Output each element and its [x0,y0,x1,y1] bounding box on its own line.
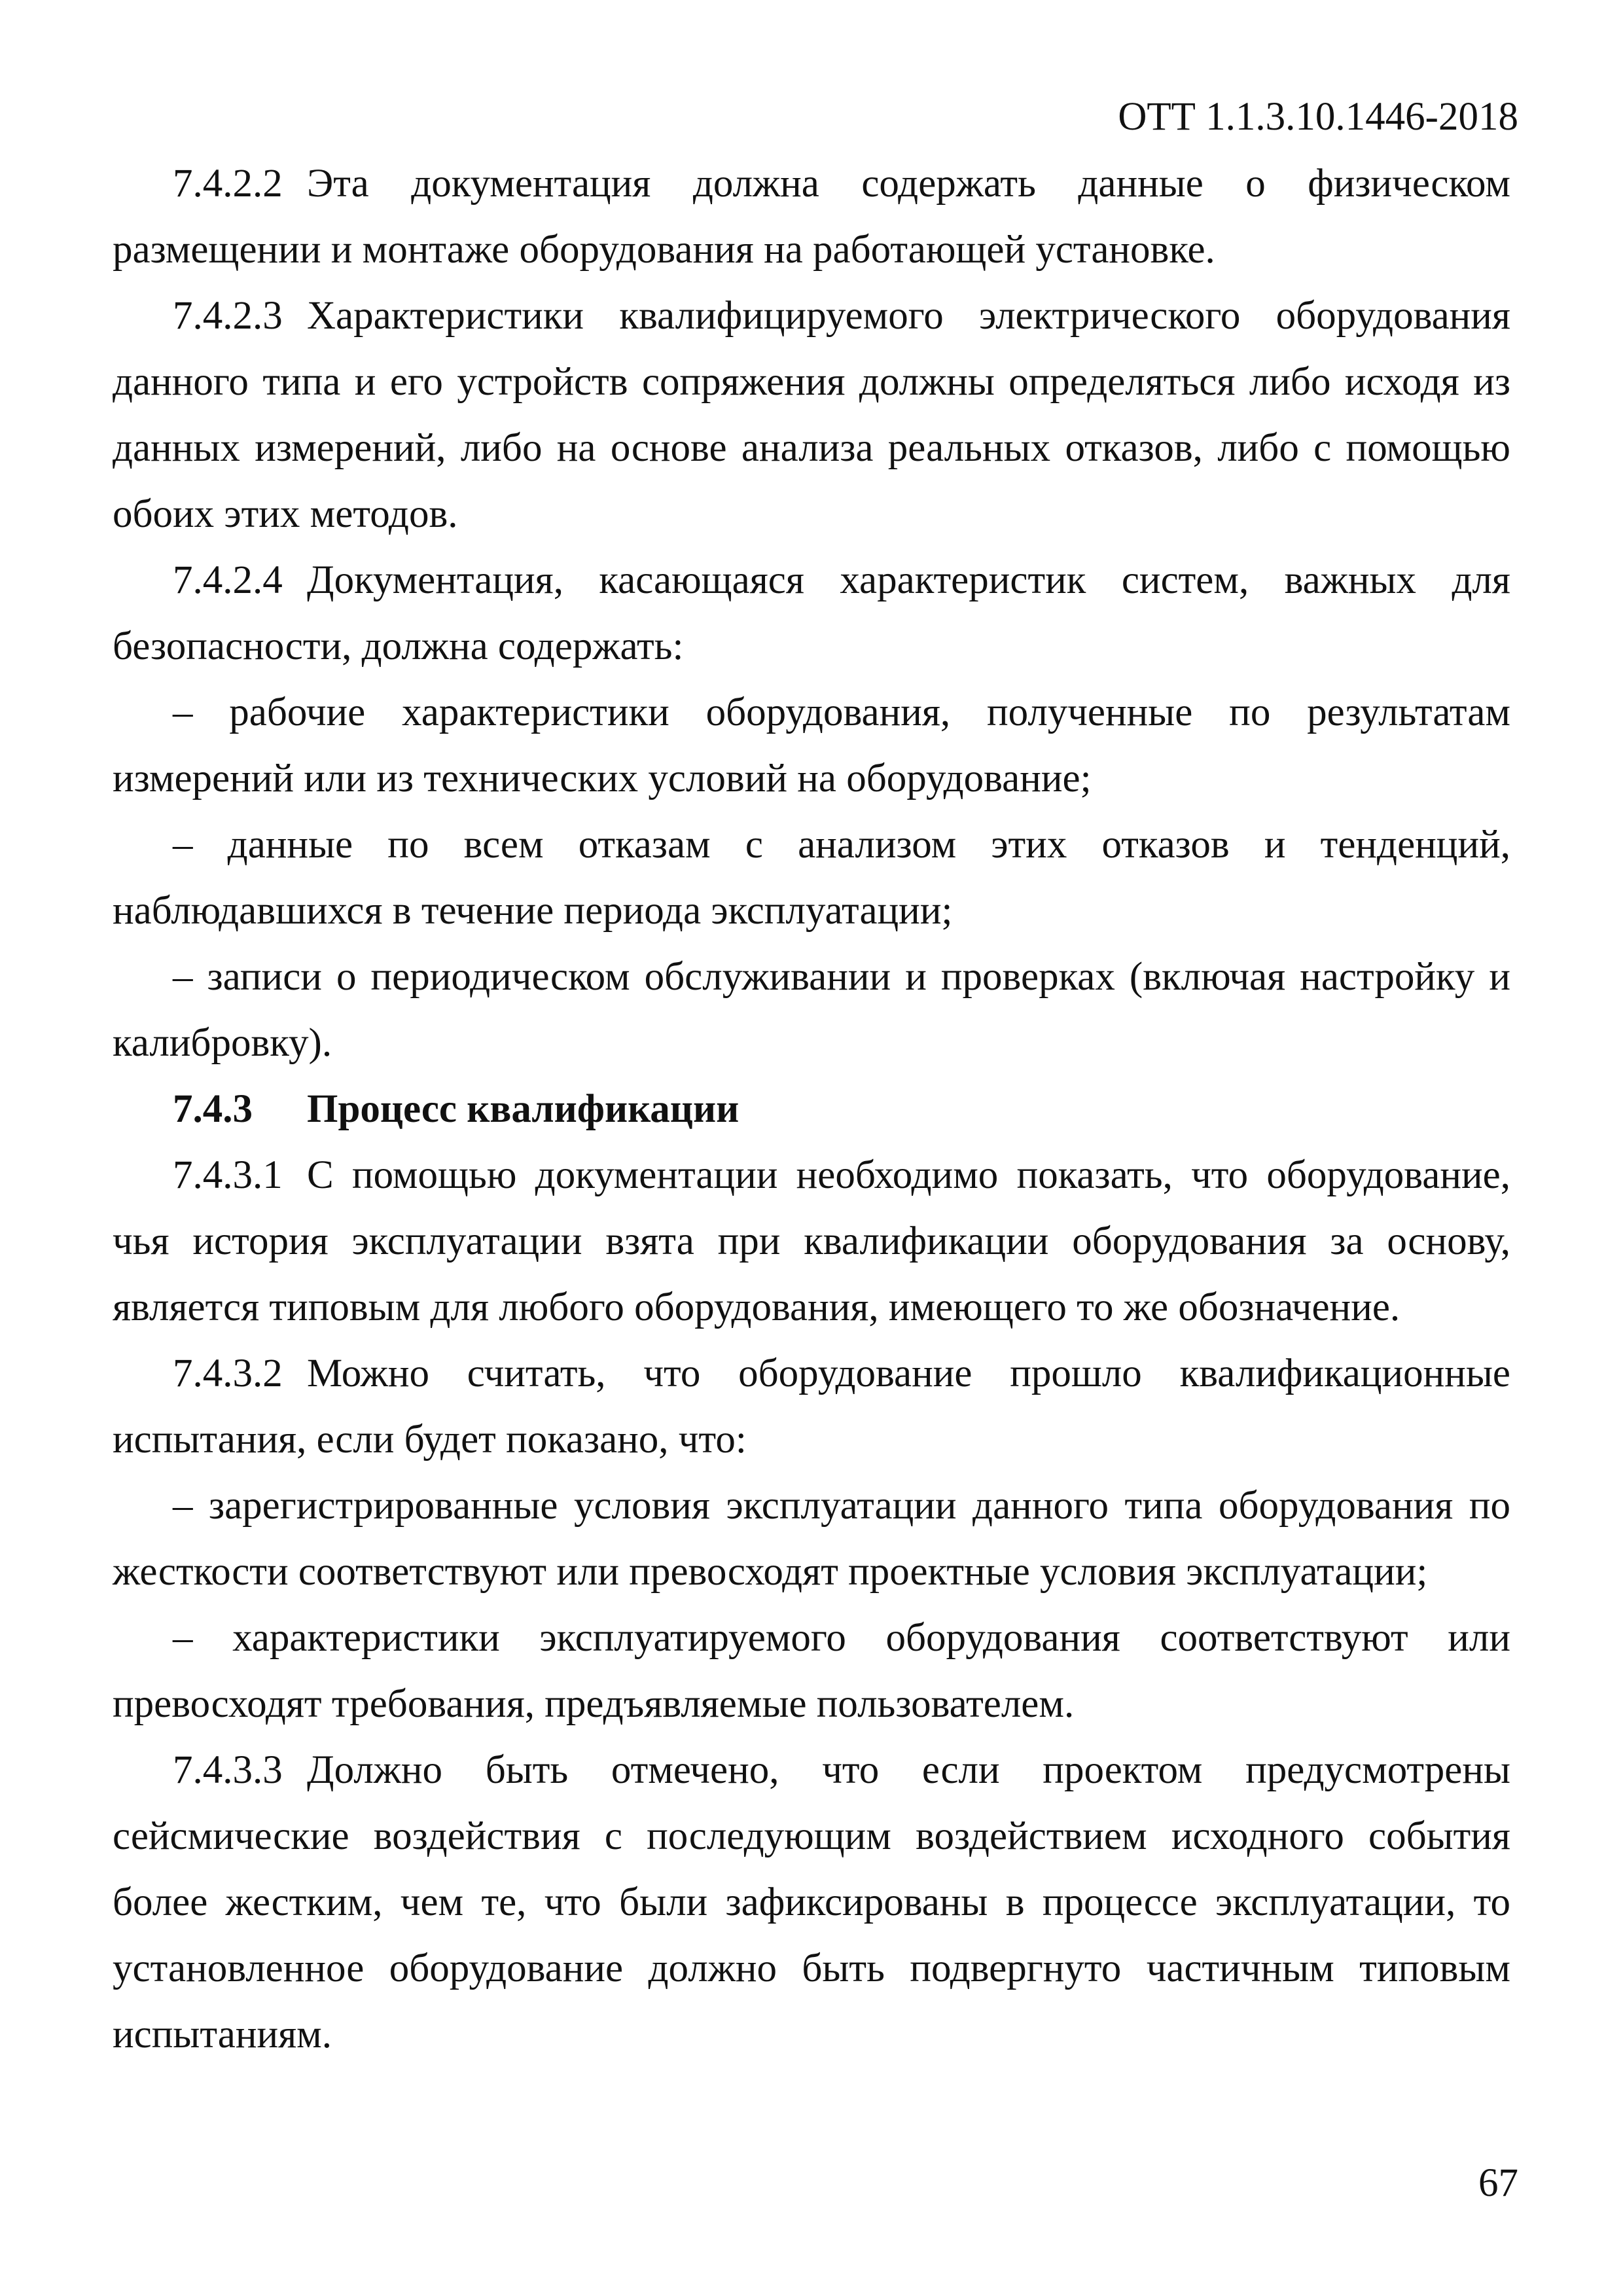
paragraph-7-4-2-2 [113,151,1510,283]
document-code-header: ОТТ 1.1.3.10.1446-2018 [1118,95,1518,139]
paragraph-text: Характеристики квалифицируемого электрического оборудования данного типа и его устройств сопряжения должны определяться либо исходя из данных измерений, либо на основе анализа реальных отказов, либо с помощью обоих этих методов. [113,294,1510,536]
clause-number: 7.4.2.3 [173,294,283,338]
paragraph-7-4-3-1 [113,1142,1510,1340]
list-item: – записи о периодическом обслуживании и проверках (включая настройку и калибровку). [113,955,1510,1065]
page-number: 67 [1478,2161,1518,2205]
list-item: – рабочие характеристики оборудования, полученные по результатам измерений или из технических условий на оборудование; [113,691,1510,800]
paragraph-7-4-3-3 [113,1737,1510,2068]
paragraph-text: Документация, касающаяся характеристик систем, важных для безопасности, должна содержать: [113,558,1510,668]
clause-number: 7.4.3.1 [173,1153,283,1197]
section-heading-7-4-3 [113,1076,1510,1142]
paragraph-text: С помощью документации необходимо показать, что оборудование, чья история эксплуатации взята при квалификации оборудования за основу, является типовым для любого оборудования, имеющего то же обозначение. [113,1153,1510,1329]
section-number: 7.4.3 [173,1087,253,1131]
section-title: Процесс квалификации [307,1087,740,1131]
clause-number: 7.4.2.2 [173,162,283,206]
paragraph-text: Должно быть отмечено, что если проектом предусмотрены сейсмические воздействия с последующим воздействием исходного события более жестким, чем те, что были зафиксированы в процессе эксплуатации, то установленное оборудование должно быть подвергнуто частичным типовым испытаниям. [113,1748,1510,2056]
clause-number: 7.4.3.3 [173,1748,283,1792]
paragraph-7-4-2-3 [113,283,1510,547]
clause-number: 7.4.2.4 [173,558,283,602]
paragraph-7-4-3-2 [113,1340,1510,1473]
clause-number: 7.4.3.2 [173,1352,283,1395]
paragraph-text: Эта документация должна содержать данные о физическом размещении и монтаже оборудования на работающей установке. [113,162,1510,272]
list-item: – данные по всем отказам с анализом этих отказов и тенденций, наблюдавшихся в течение периода эксплуатации; [113,823,1510,933]
page-body [113,151,1510,2068]
list-item: – зарегистрированные условия эксплуатации данного типа оборудования по жесткости соответствуют или превосходят проектные условия эксплуатации; [113,1484,1510,1594]
list-item: – характеристики эксплуатируемого оборудования соответствуют или превосходят требования, предъявляемые пользователем. [113,1616,1510,1726]
paragraph-7-4-2-4 [113,547,1510,679]
paragraph-text: Можно считать, что оборудование прошло квалификационные испытания, если будет показано, что: [113,1352,1510,1462]
